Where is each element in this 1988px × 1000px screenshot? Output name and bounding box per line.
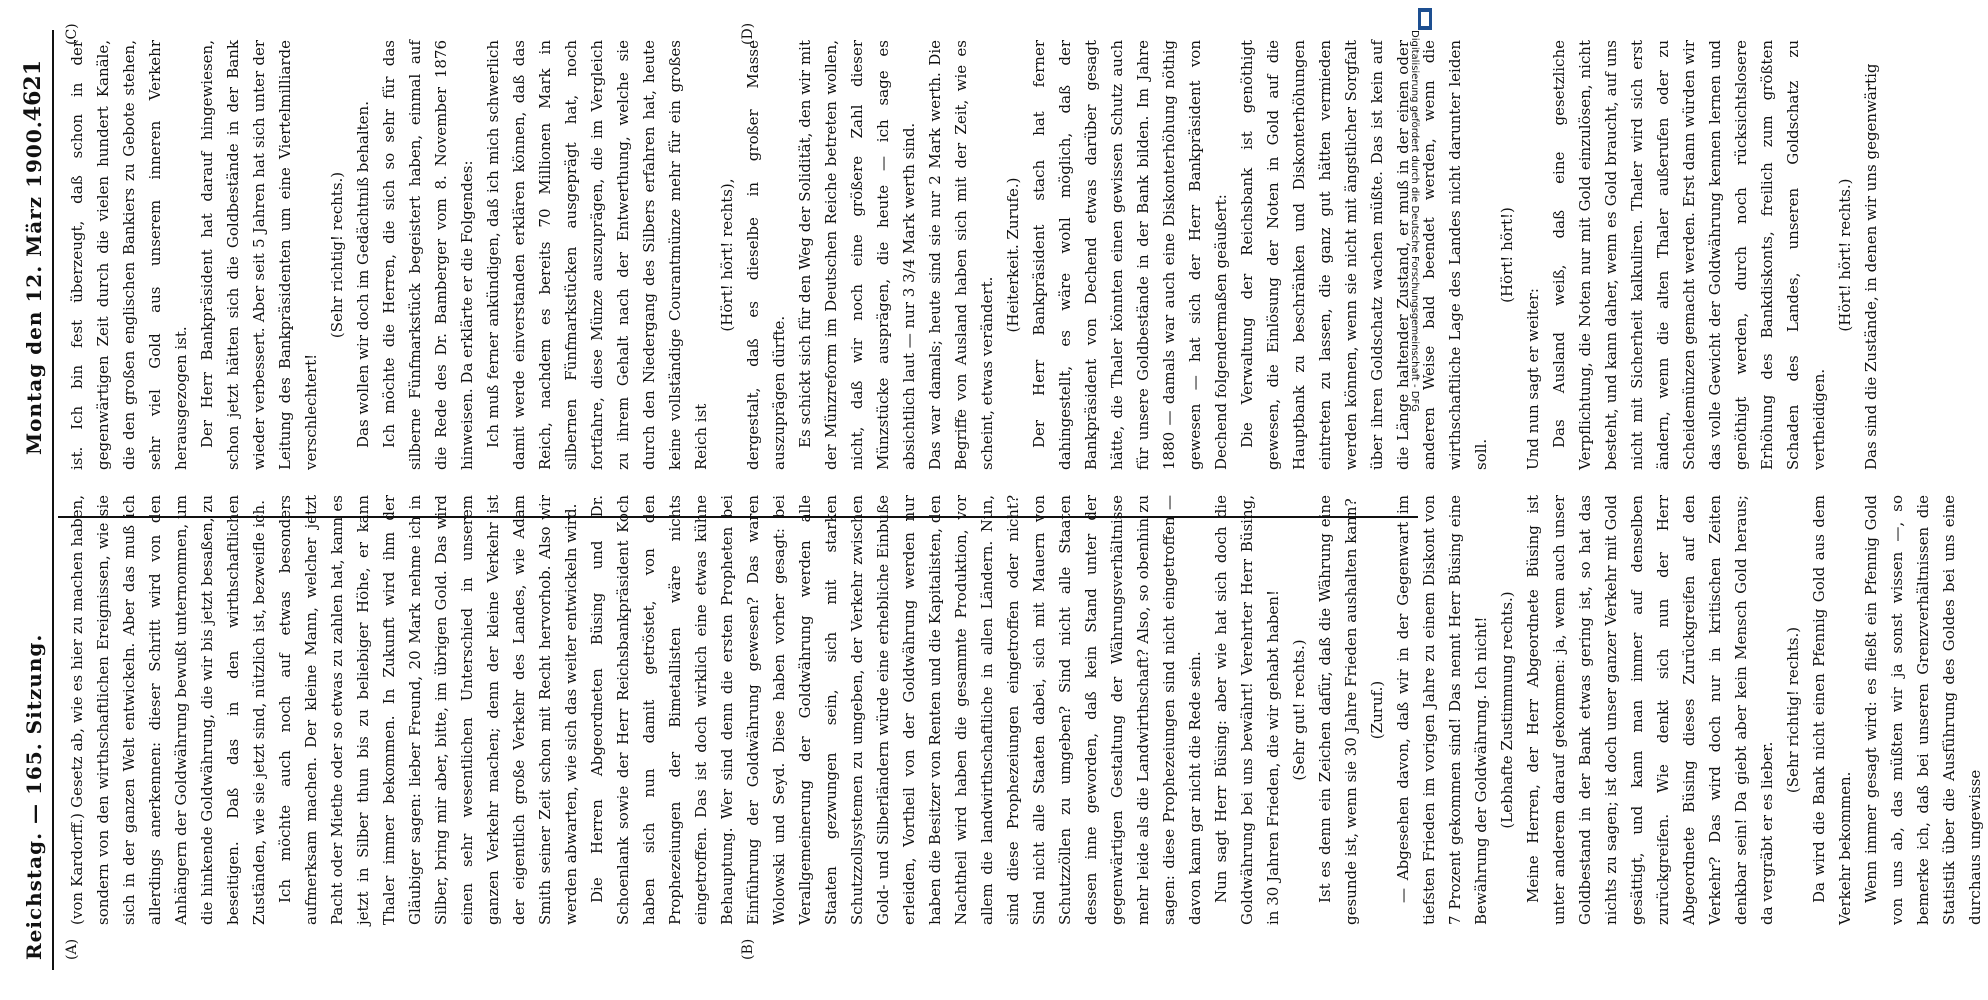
quotation: Das Ausland weiß, daß eine gesetzliche Verpflichtung, die Noten nur mit Gold einzulösen, nicht besteht, und kann daher, wenn es Gold braucht, auf uns nicht mit Sicherheit kalkuliren. Thaler wird sich erst ändern, wenn die alten Thaler außerufen oder zu Scheidemünzen gemacht werden. Erst dann würden wir das volle Gewicht der Goldwährung kennen lernen und genöthigt werden, durch noch rücksichtslosere Erhöhung des Bankdiskonts, freilich zum größten Schaden des Landes, unseren Goldschatz zu vertheidigen. — [1550, 40, 1828, 470]
paragraph: Nun sagt Herr Büsing: aber wie hat sich doch die Goldwährung bei uns bewährt! Verehrter Herr Büsing, in 30 Jahren Frieden, die wir gehabt haben! — [1212, 495, 1282, 925]
quotation: dergestalt, daß es dieselbe in großer Masse auszuprägen dürfte. — [744, 40, 788, 470]
interjection: (Hört! hört! rechts.) — [1836, 178, 1854, 332]
page-header — [16, 40, 56, 960]
paragraph: ist. Ich bin fest überzeugt, daß schon in der gegenwärtigen Zeit durch die vielen hundert Kanäle, die den großen englischen Bankiers zu Gebote stehen, sehr viel Gold aus unserem inneren Verkehr herausgezogen ist. — [68, 40, 190, 470]
interjection: (Sehr richtig! rechts.) — [1784, 626, 1802, 794]
paragraph: Und nun sagt er weiter: — [1524, 288, 1542, 470]
interjection: (Sehr richtig! rechts.) — [328, 171, 346, 339]
page-number: 4621 — [20, 60, 46, 122]
paragraph: Das war damals; heute sind sie nur 2 Mark werth. Die Begriffe von Ausland haben sich mit der Zeit, wie es scheint, etwas verändert. — [926, 40, 996, 470]
session-date: Montag den 12. März 1900. — [22, 120, 46, 455]
paragraph: Das wollen wir doch im Gedächtniß behalten. — [354, 101, 372, 448]
paragraph: Der Herr Bankpräsident hat darauf hingewiesen, schon jetzt hätten sich die Goldbestände in der Bank wieder verbessert. Aber seit 5 Jahren hat sich unter der Leitung des Bankpräsidenten um eine Viertelmilliarde verschlechtert! — [198, 40, 320, 470]
quotation: Die Verwaltung der Reichsbank ist genöthigt gewesen, die Einlösung der Noten in Gold auf die Hauptbank zu beschränken und Diskonterhöhungen eintreten zu lassen, die ganz gut hätten vermieden werden können, wenn sie nicht mit ängstlicher Sorgfalt über ihren Goldschatz wachen müßte. Das ist kein auf die Länge haltender Zustand, er muß in der einen oder anderen Weise bald beendet werden, wenn die wirthschaftliche Lage des Landes nicht darunter leiden soll. — [1238, 40, 1490, 470]
paragraph: (von Kardorff.) Gesetz ab, wie es hier zu machen haben, sondern von den wirthschaftlichen Ereignissen, wie sie sich in der ganzen Welt entwickeln. Aber das muß ich allerdings anerkennen: dieser Schritt wird von den Anhängern der Goldwährung bewußt unternommen, um die hinkende Goldwährung, die wir bis jetzt besaßen, zu beseitigen. Daß das in den wirthschaftlichen Zuständen, wie sie jetzt sind, nützlich ist, bezweifle ich. — [68, 495, 268, 925]
margin-marker-a: (A) — [64, 938, 80, 960]
paragraph: Meine Herren, der Herr Abgeordnete Büsing ist unter anderem darauf gekommen: ja, wenn auch unser Goldbestand in der Bank etwas gering ist, so hat das nichts zu sagen; ist doch unser ganzer Verkehr mit Gold gesättigt, und kann man immer auf denselben zurückgreifen. Wie denkt sich nun der Herr Abgeordnete Büsing dieses Zurückgreifen auf den Verkehr? Das wird doch nur in kritischen Zeiten denkbar sein! Da giebt aber kein Mensch Gold heraus; da vergräbt er es lieber. — [1524, 495, 1776, 925]
column-divider — [58, 516, 1418, 518]
interjection: (Sehr gut! rechts.) — [1290, 639, 1308, 781]
paragraph: Ich möchte auch noch auf etwas besonders aufmerksam machen. Der kleine Mann, welcher jetzt Pacht oder Miethe oder so etwas zu zahlen hat, kann es jetzt in Silber thun bis zu beliebiger Höhe, er kann Thaler immer bekommen. In Zukunft wird ihm der Gläubiger sagen: lieber Freund, 20 Mark nehme ich in Silber, bring mir aber, bitte, im übrigen Gold. Das wird einen sehr wesentlichen Unterschied in unserem ganzen Verkehr machen; denn der kleine Verkehr ist der eigentlich große Verkehr des Landes, wie Adam Smith seiner Zeit schon mit Recht hervorhob. Also wir werden abwarten, wie sich das weiter entwickeln wird. — [276, 495, 580, 925]
paragraph: Ich möchte die Herren, die sich so sehr für das silberne Fünfmarkstück begeistert haben, einmal auf die Rede des Dr. Bamberger vom 8. November 1876 hinweisen. Da erklärte er die Folgendes: — [380, 40, 476, 470]
paragraph: — Abgesehen davon, daß wir in der Gegenwart im tiefsten Frieden im vorigen Jahre zu einem Diskont von 7 Prozent gekommen sind! Das nennt Herr Büsing eine Bewährung der Goldwährung. Ich nicht! — [1394, 495, 1490, 925]
quotation: Ich muß ferner ankündigen, daß ich mich schwerlich damit werde einverstanden erklären können, daß das Reich, nachdem es bereits 70 Millionen Mark in silbernen Fünfmarkstücken ausgeprägt hat, noch fortfahre, diese Münze auszuprägen, die im Vergleich zu ihrem Gehalt nach der Entwerthung, welche sie durch den Niedergang des Silbers erfahren hat, heute keine vollständige Courantmünze mehr für ein großes Reich ist — [484, 40, 710, 470]
interjection: (Hört! hört! rechts), — [718, 178, 736, 332]
interjection: (Heiterkeit. Zurufe.) — [1004, 177, 1022, 333]
quotation: Es schickt sich für den Weg der Solidität, den wir mit der Münzreform im Deutschen Reiche betreten wollen, nicht, daß wir noch eine größere Zahl dieser Münzstücke ausprägen, die heute — ich sage es absichtlich laut — nur 3 3/4 Mark werth sind. — [796, 40, 918, 470]
paragraph: Ist es denn ein Zeichen dafür, daß die Währung eine gesunde ist, wenn sie 30 Jahre Frieden aushalten kann? — [1316, 495, 1360, 925]
left-column — [64, 495, 1988, 925]
dfg-logo-icon — [1418, 8, 1432, 30]
digitization-credit: Digitalisierung gefördert durch die Deutsche Forschungsgemeinschaft - DFG — [1409, 30, 1420, 413]
paragraph: Das sind die Zustände, in denen wir uns gegenwärtig — [1862, 63, 1880, 470]
paragraph: Der Herr Bankpräsident stach hat ferner dahingestellt, es wäre wohl möglich, daß der Bankpräsident von Dechend etwas darüber gesagt hätte, die Thaler könnten einen gewissen Schutz auch für unsere Goldbestände in der Bank bilden. Im Jahre 1880 — damals war auch eine Diskonterhöhung nöthig gewesen — hat sich der Herr Bankpräsident von Dechend folgendermaßen geäußert: — [1030, 40, 1230, 470]
interjection: (Hört! hört!) — [1498, 207, 1516, 303]
paragraph: Da wird die Bank nicht einen Pfennig Gold aus dem Verkehr bekommen. — [1810, 495, 1854, 925]
margin-marker-d: (D) — [740, 22, 756, 45]
margin-marker-b: (B) — [740, 938, 756, 960]
margin-marker-c: (C) — [64, 23, 80, 45]
right-column — [64, 40, 1884, 470]
paragraph: Die Herren Abgeordneten Büsing und Dr. Schoenlank sowie der Herr Reichsbankpräsident Koch haben sich nun damit getröstet, von den Prophezeiungen der Bimetallisten wäre nichts eingetroffen. Das ist doch wirklich eine etwas kühne Behauptung. Wer sind denn die ersten Propheten bei Einführung der Goldwährung gewesen? Das waren Wolowski und Seyd. Diese haben vorher gesagt: bei Verallgemeinerung der Goldwährung werden alle Staaten gezwungen sein, sich mit starken Schutzzollsystemen zu umgeben, der Verkehr zwischen Gold- und Silberländern würde eine erhebliche Einbuße erleiden, Vortheil von der Goldwährung werden nur haben die Besitzer von Renten und die Kapitalisten, den Nachtheil wird haben die gesammte Produktion, vor allem die landwirthschaftliche in allen Ländern. Nun, sind diese Prophezeiungen eingetroffen oder nicht? Sind nicht alle Staaten dabei, sich mit Mauern von Schutzzöllen zu umgeben? Sind nicht alle Staaten dessen inne geworden, daß kein Stand unter der gegenwärtigen Gestaltung der Währungsverhältnisse mehr leide als die Landwirthschaft? Also, so obenhin zu sagen: diese Prophezeiungen sind nicht eingetroffen — davon kann gar nicht die Rede sein. — [588, 495, 1204, 925]
paragraph: Wenn immer gesagt wird: es fließt ein Pfennig Gold von uns ab, das müßten wir ja sonst wissen —, so bemerke ich, daß bei unseren Grenzverhältnissen die Statistik über die Ausführung des Goldes bei uns eine durchaus ungewisse — [1862, 495, 1984, 925]
interjection: (Lebhafte Zustimmung rechts.) — [1498, 591, 1516, 829]
header-rule — [52, 30, 54, 970]
interjection: (Zuruf.) — [1368, 680, 1386, 740]
running-head: Reichstag. — 165. Sitzung. — [22, 633, 46, 960]
